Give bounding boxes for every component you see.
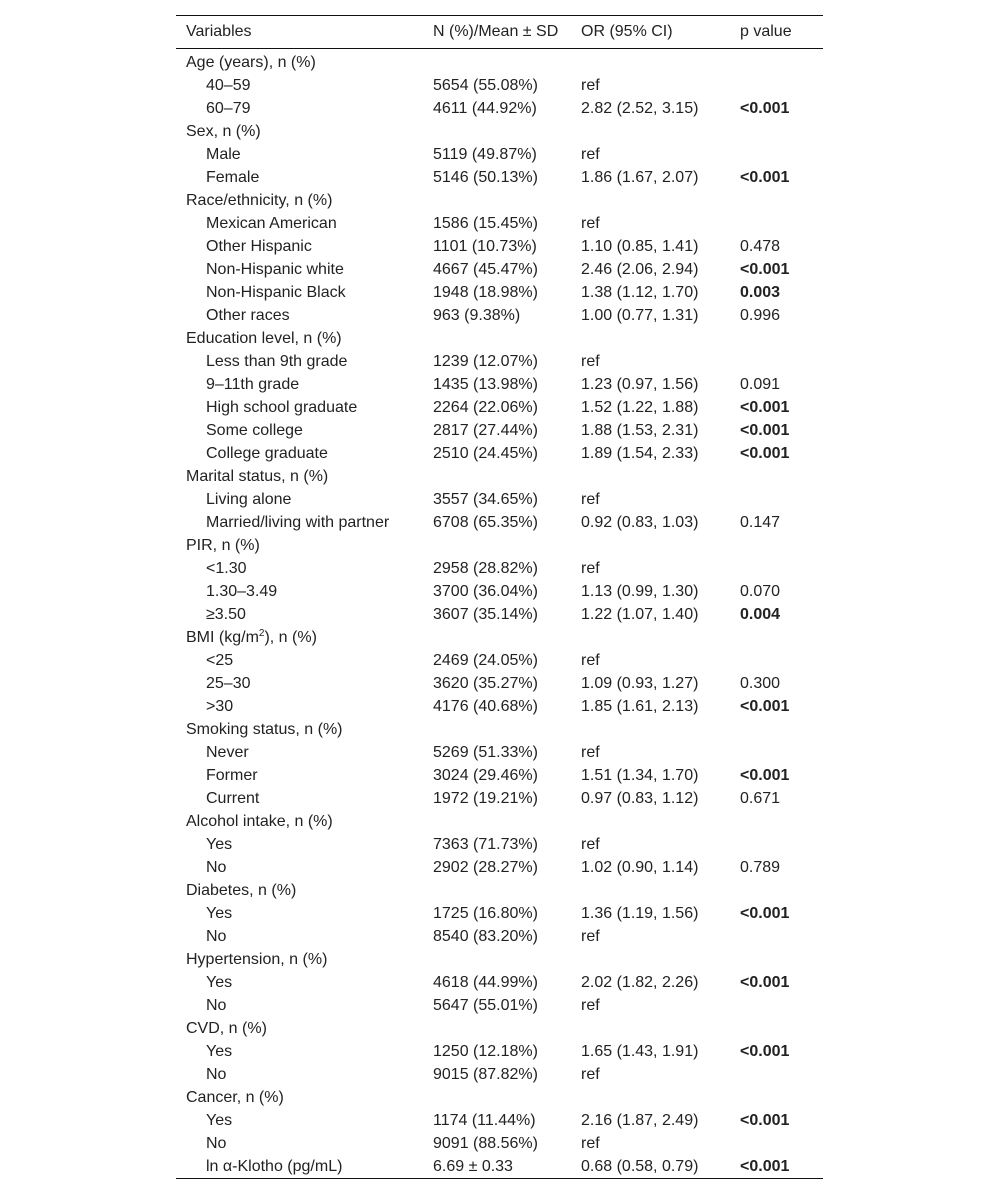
variable-text: Sex, n (%) bbox=[186, 123, 261, 140]
variable-text: >30 bbox=[206, 698, 234, 715]
or-value: 1.10 (0.85, 1.41) bbox=[581, 238, 699, 255]
or-value: ref bbox=[581, 652, 600, 669]
variable-text: Yes bbox=[206, 1043, 233, 1060]
n-value: 5647 (55.01%) bbox=[433, 997, 538, 1014]
n-value: 1250 (12.18%) bbox=[433, 1043, 538, 1060]
table-row bbox=[176, 396, 823, 419]
n-value: 6.69 ± 0.33 bbox=[433, 1158, 513, 1175]
table-group-row bbox=[176, 465, 823, 488]
variable-label bbox=[206, 304, 290, 327]
variable-text: No bbox=[206, 997, 227, 1014]
group-label bbox=[186, 626, 317, 649]
table-group-row bbox=[176, 1086, 823, 1109]
or-value: ref bbox=[581, 215, 600, 232]
variable-label bbox=[206, 580, 277, 603]
p-value: 0.147 bbox=[740, 514, 781, 531]
table-row bbox=[176, 511, 823, 534]
variable-label bbox=[206, 764, 258, 787]
table-row bbox=[176, 695, 823, 718]
variable-text: No bbox=[206, 1135, 227, 1152]
variable-text: No bbox=[206, 859, 227, 876]
table-row bbox=[176, 557, 823, 580]
variable-label bbox=[206, 925, 226, 948]
or-value: 1.02 (0.90, 1.14) bbox=[581, 859, 699, 876]
table-group-row bbox=[176, 626, 823, 649]
table-row bbox=[176, 74, 823, 97]
table-row bbox=[176, 304, 823, 327]
variable-label bbox=[206, 695, 233, 718]
table-bottom-rule bbox=[176, 1178, 823, 1179]
variable-label bbox=[206, 856, 226, 879]
variable-label bbox=[206, 1155, 342, 1178]
variable-label bbox=[206, 1132, 226, 1155]
variable-label bbox=[206, 212, 337, 235]
or-value: 1.65 (1.43, 1.91) bbox=[581, 1043, 699, 1060]
variable-label bbox=[206, 281, 346, 304]
table-row bbox=[176, 787, 823, 810]
table-group-row bbox=[176, 718, 823, 741]
p-value: <0.001 bbox=[740, 1158, 790, 1175]
or-value: 0.92 (0.83, 1.03) bbox=[581, 514, 699, 531]
variable-text: Other Hispanic bbox=[206, 238, 312, 255]
variable-text: Diabetes, n (%) bbox=[186, 882, 297, 899]
variable-text: Never bbox=[206, 744, 249, 761]
variable-label bbox=[206, 649, 233, 672]
table-row bbox=[176, 741, 823, 764]
or-value: 1.88 (1.53, 2.31) bbox=[581, 422, 699, 439]
p-value: 0.070 bbox=[740, 583, 781, 600]
p-value: <0.001 bbox=[740, 905, 790, 922]
n-value: 8540 (83.20%) bbox=[433, 928, 538, 945]
or-value: ref bbox=[581, 560, 600, 577]
table-header-rule bbox=[176, 48, 823, 49]
p-value: 0.478 bbox=[740, 238, 781, 255]
variable-label bbox=[206, 1040, 232, 1063]
variable-label bbox=[206, 672, 251, 695]
or-value: 1.89 (1.54, 2.33) bbox=[581, 445, 699, 462]
n-value: 2469 (24.05%) bbox=[433, 652, 538, 669]
or-value: ref bbox=[581, 997, 600, 1014]
variable-label bbox=[206, 603, 246, 626]
group-label bbox=[186, 718, 343, 741]
variable-label bbox=[206, 235, 312, 258]
p-value: 0.671 bbox=[740, 790, 781, 807]
superscript: 2 bbox=[258, 628, 265, 639]
n-value: 1174 (11.44%) bbox=[433, 1112, 536, 1129]
table-row bbox=[176, 1063, 823, 1086]
or-value: 1.52 (1.22, 1.88) bbox=[581, 399, 699, 416]
table-row bbox=[176, 1109, 823, 1132]
results-table bbox=[176, 15, 823, 1179]
header-odds-ratio: OR (95% CI) bbox=[581, 23, 673, 40]
table-row bbox=[176, 350, 823, 373]
variable-label bbox=[206, 97, 251, 120]
p-value: <0.001 bbox=[740, 261, 790, 278]
or-value: 1.85 (1.61, 2.13) bbox=[581, 698, 699, 715]
or-value: ref bbox=[581, 836, 600, 853]
group-label bbox=[186, 327, 342, 350]
variable-text: Current bbox=[206, 790, 260, 807]
variable-text: 9–11th grade bbox=[206, 376, 300, 393]
or-value: ref bbox=[581, 1135, 600, 1152]
table-row bbox=[176, 1040, 823, 1063]
or-value: ref bbox=[581, 928, 600, 945]
n-value: 1725 (16.80%) bbox=[433, 905, 538, 922]
n-value: 1101 (10.73%) bbox=[433, 238, 537, 255]
variable-label bbox=[206, 419, 303, 442]
variable-label bbox=[206, 833, 232, 856]
variable-text: ln α-Klotho (pg/mL) bbox=[206, 1158, 343, 1175]
p-value: <0.001 bbox=[740, 1043, 790, 1060]
variable-text: Mexican American bbox=[206, 215, 337, 232]
variable-text: 60–79 bbox=[206, 100, 251, 117]
variable-text: High school graduate bbox=[206, 399, 358, 416]
variable-text: Yes bbox=[206, 905, 233, 922]
variable-label bbox=[206, 258, 344, 281]
p-value: <0.001 bbox=[740, 169, 790, 186]
n-value: 1435 (13.98%) bbox=[433, 376, 538, 393]
or-value: 1.86 (1.67, 2.07) bbox=[581, 169, 699, 186]
table-row bbox=[176, 603, 823, 626]
group-label bbox=[186, 189, 332, 212]
table-row bbox=[176, 281, 823, 304]
table-row bbox=[176, 649, 823, 672]
n-value: 4618 (44.99%) bbox=[433, 974, 538, 991]
variable-text: Male bbox=[206, 146, 241, 163]
header-n-mean: N (%)/Mean ± SD bbox=[433, 23, 559, 40]
variable-label bbox=[206, 902, 232, 925]
table-group-row bbox=[176, 327, 823, 350]
n-value: 4176 (40.68%) bbox=[433, 698, 538, 715]
table-row bbox=[176, 442, 823, 465]
table-row bbox=[176, 672, 823, 695]
n-value: 1948 (18.98%) bbox=[433, 284, 538, 301]
group-label bbox=[186, 120, 261, 143]
variable-label bbox=[206, 442, 328, 465]
variable-text: Smoking status, n (%) bbox=[186, 721, 343, 738]
variable-text: Other races bbox=[206, 307, 290, 324]
variable-label bbox=[206, 74, 251, 97]
n-value: 3607 (35.14%) bbox=[433, 606, 538, 623]
variable-label bbox=[206, 143, 241, 166]
variable-text: PIR, n (%) bbox=[186, 537, 260, 554]
n-value: 9091 (88.56%) bbox=[433, 1135, 538, 1152]
or-value: 2.82 (2.52, 3.15) bbox=[581, 100, 699, 117]
variable-text: 1.30–3.49 bbox=[206, 583, 278, 600]
variable-text: College graduate bbox=[206, 445, 328, 462]
table-row bbox=[176, 856, 823, 879]
variable-text: Race/ethnicity, n (%) bbox=[186, 192, 333, 209]
or-value: ref bbox=[581, 77, 600, 94]
variable-text: Marital status, n (%) bbox=[186, 468, 329, 485]
or-value: 1.51 (1.34, 1.70) bbox=[581, 767, 699, 784]
group-label bbox=[186, 879, 296, 902]
or-value: ref bbox=[581, 491, 600, 508]
table-row bbox=[176, 971, 823, 994]
table-row bbox=[176, 166, 823, 189]
variable-label bbox=[206, 166, 259, 189]
group-label bbox=[186, 1017, 267, 1040]
variable-text: Living alone bbox=[206, 491, 292, 508]
table-row bbox=[176, 373, 823, 396]
variable-text: Some college bbox=[206, 422, 303, 439]
variable-text: Cancer, n (%) bbox=[186, 1089, 284, 1106]
n-value: 1586 (15.45%) bbox=[433, 215, 538, 232]
or-value: 1.09 (0.93, 1.27) bbox=[581, 675, 699, 692]
table-row bbox=[176, 764, 823, 787]
variable-label bbox=[206, 971, 232, 994]
or-value: ref bbox=[581, 353, 600, 370]
n-value: 3620 (35.27%) bbox=[433, 675, 538, 692]
or-value: ref bbox=[581, 1066, 600, 1083]
table-group-row bbox=[176, 879, 823, 902]
group-label bbox=[186, 948, 327, 971]
group-label bbox=[186, 1086, 284, 1109]
variable-label bbox=[206, 741, 249, 764]
group-label bbox=[186, 534, 260, 557]
variable-text: ≥3.50 bbox=[206, 606, 246, 623]
table-group-row bbox=[176, 51, 823, 74]
variable-label bbox=[206, 1109, 232, 1132]
variable-text: Yes bbox=[206, 974, 233, 991]
variable-label bbox=[206, 350, 347, 373]
variable-text: Education level, n (%) bbox=[186, 330, 342, 347]
table-row bbox=[176, 925, 823, 948]
table-row bbox=[176, 419, 823, 442]
variable-text: Yes bbox=[206, 836, 233, 853]
n-value: 2510 (24.45%) bbox=[433, 445, 538, 462]
n-value: 1972 (19.21%) bbox=[433, 790, 538, 807]
variable-text: No bbox=[206, 1066, 227, 1083]
variable-label bbox=[206, 511, 389, 534]
variable-text: Yes bbox=[206, 1112, 233, 1129]
or-value: 2.46 (2.06, 2.94) bbox=[581, 261, 699, 278]
n-value: 3700 (36.04%) bbox=[433, 583, 538, 600]
n-value: 5146 (50.13%) bbox=[433, 169, 538, 186]
variable-label bbox=[206, 488, 291, 511]
n-value: 2958 (28.82%) bbox=[433, 560, 538, 577]
group-label bbox=[186, 810, 333, 833]
table-body bbox=[176, 51, 823, 1178]
variable-text: Non-Hispanic Black bbox=[206, 284, 346, 301]
variable-text: Non-Hispanic white bbox=[206, 261, 344, 278]
variable-text: Age (years), n (%) bbox=[186, 54, 316, 71]
n-value: 4611 (44.92%) bbox=[433, 100, 537, 117]
p-value: <0.001 bbox=[740, 399, 790, 416]
or-value: 2.02 (1.82, 2.26) bbox=[581, 974, 699, 991]
variable-text: Less than 9th grade bbox=[206, 353, 348, 370]
p-value: <0.001 bbox=[740, 422, 790, 439]
table-group-row bbox=[176, 534, 823, 557]
p-value: 0.003 bbox=[740, 284, 781, 301]
table-group-row bbox=[176, 948, 823, 971]
p-value: 0.004 bbox=[740, 606, 781, 623]
variable-suffix: ), n (%) bbox=[264, 629, 317, 646]
or-value: 1.00 (0.77, 1.31) bbox=[581, 307, 699, 324]
variable-label bbox=[206, 787, 259, 810]
or-value: 1.13 (0.99, 1.30) bbox=[581, 583, 699, 600]
n-value: 2902 (28.27%) bbox=[433, 859, 538, 876]
variable-text: <1.30 bbox=[206, 560, 247, 577]
or-value: 1.36 (1.19, 1.56) bbox=[581, 905, 699, 922]
table-row bbox=[176, 488, 823, 511]
or-value: ref bbox=[581, 744, 600, 761]
n-value: 6708 (65.35%) bbox=[433, 514, 538, 531]
table-row bbox=[176, 833, 823, 856]
p-value: <0.001 bbox=[740, 1112, 790, 1129]
variable-text: 40–59 bbox=[206, 77, 251, 94]
table-row bbox=[176, 902, 823, 925]
variable-label bbox=[206, 373, 299, 396]
p-value: 0.996 bbox=[740, 307, 781, 324]
or-value: 1.22 (1.07, 1.40) bbox=[581, 606, 699, 623]
variable-text: Former bbox=[206, 767, 258, 784]
n-value: 2817 (27.44%) bbox=[433, 422, 538, 439]
table-row bbox=[176, 580, 823, 603]
table-row bbox=[176, 994, 823, 1017]
n-value: 7363 (71.73%) bbox=[433, 836, 538, 853]
n-value: 2264 (22.06%) bbox=[433, 399, 538, 416]
p-value: <0.001 bbox=[740, 698, 790, 715]
p-value: <0.001 bbox=[740, 100, 790, 117]
variable-text: CVD, n (%) bbox=[186, 1020, 267, 1037]
variable-text: BMI (kg/m bbox=[186, 629, 259, 646]
n-value: 5119 (49.87%) bbox=[433, 146, 537, 163]
or-value: 1.23 (0.97, 1.56) bbox=[581, 376, 699, 393]
or-value: 2.16 (1.87, 2.49) bbox=[581, 1112, 699, 1129]
table-group-row bbox=[176, 810, 823, 833]
table-row bbox=[176, 143, 823, 166]
table-group-row bbox=[176, 189, 823, 212]
variable-text: Hypertension, n (%) bbox=[186, 951, 328, 968]
variable-text: No bbox=[206, 928, 227, 945]
p-value: <0.001 bbox=[740, 445, 790, 462]
table-group-row bbox=[176, 1017, 823, 1040]
header-p-value: p value bbox=[740, 23, 792, 40]
p-value: 0.091 bbox=[740, 376, 781, 393]
variable-text: Female bbox=[206, 169, 260, 186]
n-value: 3557 (34.65%) bbox=[433, 491, 538, 508]
group-label bbox=[186, 465, 328, 488]
or-value: 1.38 (1.12, 1.70) bbox=[581, 284, 699, 301]
n-value: 1239 (12.07%) bbox=[433, 353, 538, 370]
variable-text: 25–30 bbox=[206, 675, 251, 692]
variable-text: Married/living with partner bbox=[206, 514, 390, 531]
or-value: ref bbox=[581, 146, 600, 163]
table-header-row bbox=[176, 16, 823, 48]
n-value: 4667 (45.47%) bbox=[433, 261, 538, 278]
table-row bbox=[176, 212, 823, 235]
p-value: 0.300 bbox=[740, 675, 781, 692]
table-group-row bbox=[176, 120, 823, 143]
variable-text: <25 bbox=[206, 652, 234, 669]
variable-text: Alcohol intake, n (%) bbox=[186, 813, 333, 830]
n-value: 3024 (29.46%) bbox=[433, 767, 538, 784]
p-value: <0.001 bbox=[740, 974, 790, 991]
or-value: 0.97 (0.83, 1.12) bbox=[581, 790, 699, 807]
n-value: 9015 (87.82%) bbox=[433, 1066, 538, 1083]
n-value: 5269 (51.33%) bbox=[433, 744, 538, 761]
p-value: 0.789 bbox=[740, 859, 781, 876]
p-value: <0.001 bbox=[740, 767, 790, 784]
table-row bbox=[176, 258, 823, 281]
variable-label bbox=[206, 994, 226, 1017]
variable-label bbox=[206, 557, 246, 580]
header-variables: Variables bbox=[186, 23, 252, 40]
group-label bbox=[186, 51, 316, 74]
variable-label bbox=[206, 1063, 226, 1086]
table-row bbox=[176, 235, 823, 258]
or-value: 0.68 (0.58, 0.79) bbox=[581, 1158, 699, 1175]
table-row bbox=[176, 1155, 823, 1178]
table-row bbox=[176, 97, 823, 120]
n-value: 5654 (55.08%) bbox=[433, 77, 538, 94]
n-value: 963 (9.38%) bbox=[433, 307, 521, 324]
table-row bbox=[176, 1132, 823, 1155]
variable-label bbox=[206, 396, 357, 419]
